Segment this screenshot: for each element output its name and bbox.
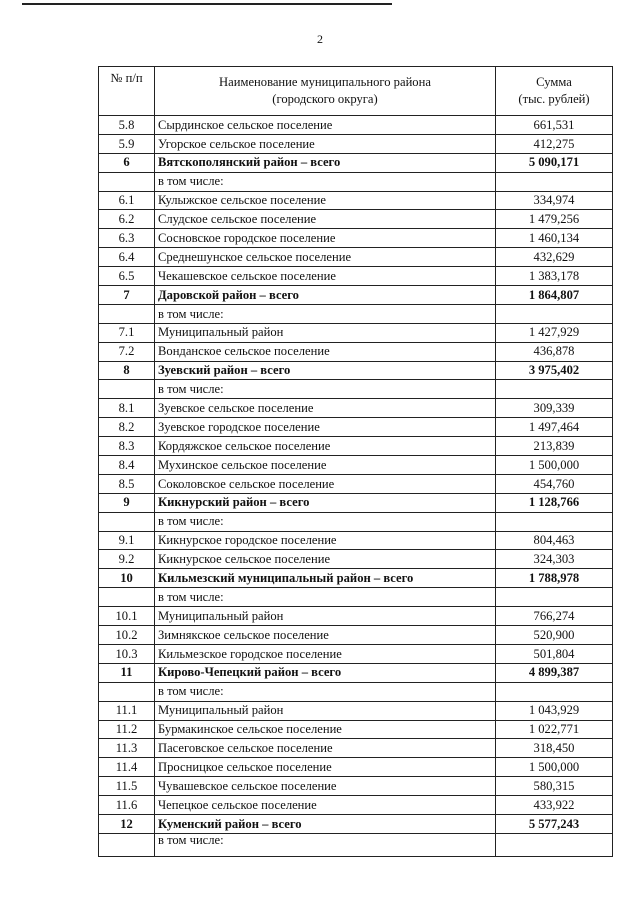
row-sum: 1 500,000 xyxy=(496,758,613,777)
row-name: Просницкое сельское поселение xyxy=(155,758,496,777)
subheading-row xyxy=(99,380,613,399)
row-sum: 412,275 xyxy=(496,134,613,153)
row-sum: 804,463 xyxy=(496,531,613,550)
budget-table xyxy=(98,66,613,857)
subheading-row xyxy=(99,304,613,323)
table-row xyxy=(99,607,613,626)
row-number: 11 xyxy=(99,663,155,682)
table-row xyxy=(99,531,613,550)
row-sum: 4 899,387 xyxy=(496,663,613,682)
row-sum: 1 427,929 xyxy=(496,323,613,342)
row-name: Муниципальный район xyxy=(155,607,496,626)
row-sum xyxy=(496,682,613,701)
row-sum: 1 022,771 xyxy=(496,720,613,739)
row-sum xyxy=(496,512,613,531)
row-sum: 334,974 xyxy=(496,191,613,210)
table-header-row xyxy=(99,67,613,116)
row-name: Бурмакинское сельское поселение xyxy=(155,720,496,739)
row-sum: 1 128,766 xyxy=(496,493,613,512)
row-name: в том числе: xyxy=(155,380,496,399)
row-number: 5.9 xyxy=(99,134,155,153)
row-name: Мухинское сельское поселение xyxy=(155,456,496,475)
table-row xyxy=(99,720,613,739)
top-rule xyxy=(22,3,392,5)
row-sum: 1 864,807 xyxy=(496,286,613,305)
row-number: 11.6 xyxy=(99,796,155,815)
row-name: Вонданское сельское поселение xyxy=(155,342,496,361)
row-name: Вятскополянский район – всего xyxy=(155,153,496,172)
row-name: в том числе: xyxy=(155,304,496,323)
row-sum: 520,900 xyxy=(496,626,613,645)
row-sum: 1 788,978 xyxy=(496,569,613,588)
row-name: Кордяжское сельское поселение xyxy=(155,437,496,456)
table-row xyxy=(99,701,613,720)
row-number: 10.2 xyxy=(99,626,155,645)
row-sum: 436,878 xyxy=(496,342,613,361)
table-row xyxy=(99,456,613,475)
row-sum xyxy=(496,172,613,191)
row-sum: 766,274 xyxy=(496,607,613,626)
row-name: в том числе: xyxy=(155,512,496,531)
district-total-row xyxy=(99,814,613,833)
header-sum-line1: Сумма xyxy=(536,75,572,89)
table-row xyxy=(99,418,613,437)
row-number: 8.4 xyxy=(99,456,155,475)
page-number: 2 xyxy=(317,32,323,46)
row-name: Среднешунское сельское поселение xyxy=(155,248,496,267)
table-row xyxy=(99,644,613,663)
row-sum: 661,531 xyxy=(496,116,613,135)
table-row xyxy=(99,191,613,210)
row-number: 11.2 xyxy=(99,720,155,739)
district-total-row xyxy=(99,286,613,305)
row-number: 10.3 xyxy=(99,644,155,663)
row-name: Пасеговское сельское поселение xyxy=(155,739,496,758)
row-sum: 324,303 xyxy=(496,550,613,569)
row-sum: 433,922 xyxy=(496,796,613,815)
row-name: Зимнякское сельское поселение xyxy=(155,626,496,645)
row-number: 6.2 xyxy=(99,210,155,229)
table-row xyxy=(99,210,613,229)
row-sum xyxy=(496,380,613,399)
row-name: Чепецкое сельское поселение xyxy=(155,796,496,815)
row-name: Сырдинское сельское поселение xyxy=(155,116,496,135)
row-name: Зуевский район – всего xyxy=(155,361,496,380)
row-name: Кирово-Чепецкий район – всего xyxy=(155,663,496,682)
row-number: 6 xyxy=(99,153,155,172)
row-number xyxy=(99,833,155,856)
row-number: 11.5 xyxy=(99,777,155,796)
row-name: в том числе: xyxy=(155,588,496,607)
row-name: Кикнурское сельское поселение xyxy=(155,550,496,569)
row-number: 8.2 xyxy=(99,418,155,437)
row-number xyxy=(99,512,155,531)
row-number: 6.3 xyxy=(99,229,155,248)
row-number: 5.8 xyxy=(99,116,155,135)
table-row xyxy=(99,626,613,645)
table-row xyxy=(99,116,613,135)
row-sum: 1 497,464 xyxy=(496,418,613,437)
row-number: 6.5 xyxy=(99,267,155,286)
table-row xyxy=(99,229,613,248)
table-row xyxy=(99,248,613,267)
row-name: Кильмезский муниципальный район – всего xyxy=(155,569,496,588)
row-name: Куменский район – всего xyxy=(155,814,496,833)
row-number: 11.1 xyxy=(99,701,155,720)
header-name-line1: Наименование муниципального района xyxy=(219,75,431,89)
row-name: в том числе: xyxy=(155,833,496,856)
table-row xyxy=(99,134,613,153)
header-sum-line2: (тыс. рублей) xyxy=(518,92,590,106)
header-name xyxy=(155,67,496,116)
table-row xyxy=(99,758,613,777)
row-name: Чувашевское сельское поселение xyxy=(155,777,496,796)
row-number xyxy=(99,588,155,607)
table-row xyxy=(99,777,613,796)
row-number: 10.1 xyxy=(99,607,155,626)
row-sum: 1 460,134 xyxy=(496,229,613,248)
table-row xyxy=(99,474,613,493)
row-number: 10 xyxy=(99,569,155,588)
row-sum xyxy=(496,833,613,856)
header-number-label: № п/п xyxy=(110,71,143,85)
row-sum: 213,839 xyxy=(496,437,613,456)
table-row xyxy=(99,739,613,758)
row-number: 8 xyxy=(99,361,155,380)
row-number: 7 xyxy=(99,286,155,305)
row-name: Угорское сельское поселение xyxy=(155,134,496,153)
table-row xyxy=(99,437,613,456)
table-row xyxy=(99,796,613,815)
row-number: 11.4 xyxy=(99,758,155,777)
row-name: Кильмезское городское поселение xyxy=(155,644,496,663)
row-name: Кикнурское городское поселение xyxy=(155,531,496,550)
district-total-row xyxy=(99,361,613,380)
row-name: Муниципальный район xyxy=(155,701,496,720)
row-sum: 1 043,929 xyxy=(496,701,613,720)
subheading-row xyxy=(99,512,613,531)
subheading-row xyxy=(99,833,613,856)
row-sum: 1 383,178 xyxy=(496,267,613,286)
subheading-row xyxy=(99,172,613,191)
row-name: Муниципальный район xyxy=(155,323,496,342)
row-number: 8.3 xyxy=(99,437,155,456)
row-name: в том числе: xyxy=(155,682,496,701)
row-number xyxy=(99,682,155,701)
table-row xyxy=(99,323,613,342)
row-sum: 5 090,171 xyxy=(496,153,613,172)
subheading-row xyxy=(99,682,613,701)
row-name: в том числе: xyxy=(155,172,496,191)
row-sum: 1 479,256 xyxy=(496,210,613,229)
subheading-row xyxy=(99,588,613,607)
row-number: 6.4 xyxy=(99,248,155,267)
row-number xyxy=(99,380,155,399)
row-sum xyxy=(496,304,613,323)
row-number: 8.1 xyxy=(99,399,155,418)
header-sum xyxy=(496,67,613,116)
table-row xyxy=(99,399,613,418)
row-number: 7.1 xyxy=(99,323,155,342)
row-number: 9 xyxy=(99,493,155,512)
row-name: Чекашевское сельское поселение xyxy=(155,267,496,286)
row-name: Сосновское городское поселение xyxy=(155,229,496,248)
row-number: 6.1 xyxy=(99,191,155,210)
row-number xyxy=(99,304,155,323)
row-name: Зуевское городское поселение xyxy=(155,418,496,437)
table-row xyxy=(99,550,613,569)
row-name: Зуевское сельское поселение xyxy=(155,399,496,418)
row-name: Слудское сельское поселение xyxy=(155,210,496,229)
row-sum: 3 975,402 xyxy=(496,361,613,380)
row-number: 7.2 xyxy=(99,342,155,361)
row-number: 8.5 xyxy=(99,474,155,493)
table-row xyxy=(99,342,613,361)
header-name-line2: (городского округа) xyxy=(272,92,378,106)
row-name: Кулыжское сельское поселение xyxy=(155,191,496,210)
row-sum: 309,339 xyxy=(496,399,613,418)
row-name: Соколовское сельское поселение xyxy=(155,474,496,493)
district-total-row xyxy=(99,569,613,588)
row-name: Кикнурский район – всего xyxy=(155,493,496,512)
row-sum: 318,450 xyxy=(496,739,613,758)
row-sum: 1 500,000 xyxy=(496,456,613,475)
row-sum xyxy=(496,588,613,607)
row-sum: 454,760 xyxy=(496,474,613,493)
row-sum: 501,804 xyxy=(496,644,613,663)
row-name: Даровской район – всего xyxy=(155,286,496,305)
row-sum: 580,315 xyxy=(496,777,613,796)
district-total-row xyxy=(99,493,613,512)
row-number: 11.3 xyxy=(99,739,155,758)
row-number xyxy=(99,172,155,191)
row-number: 9.1 xyxy=(99,531,155,550)
table-row xyxy=(99,267,613,286)
row-number: 12 xyxy=(99,814,155,833)
row-number: 9.2 xyxy=(99,550,155,569)
header-number xyxy=(99,67,155,116)
district-total-row xyxy=(99,153,613,172)
row-sum: 432,629 xyxy=(496,248,613,267)
district-total-row xyxy=(99,663,613,682)
table-body xyxy=(99,116,613,857)
row-sum: 5 577,243 xyxy=(496,814,613,833)
